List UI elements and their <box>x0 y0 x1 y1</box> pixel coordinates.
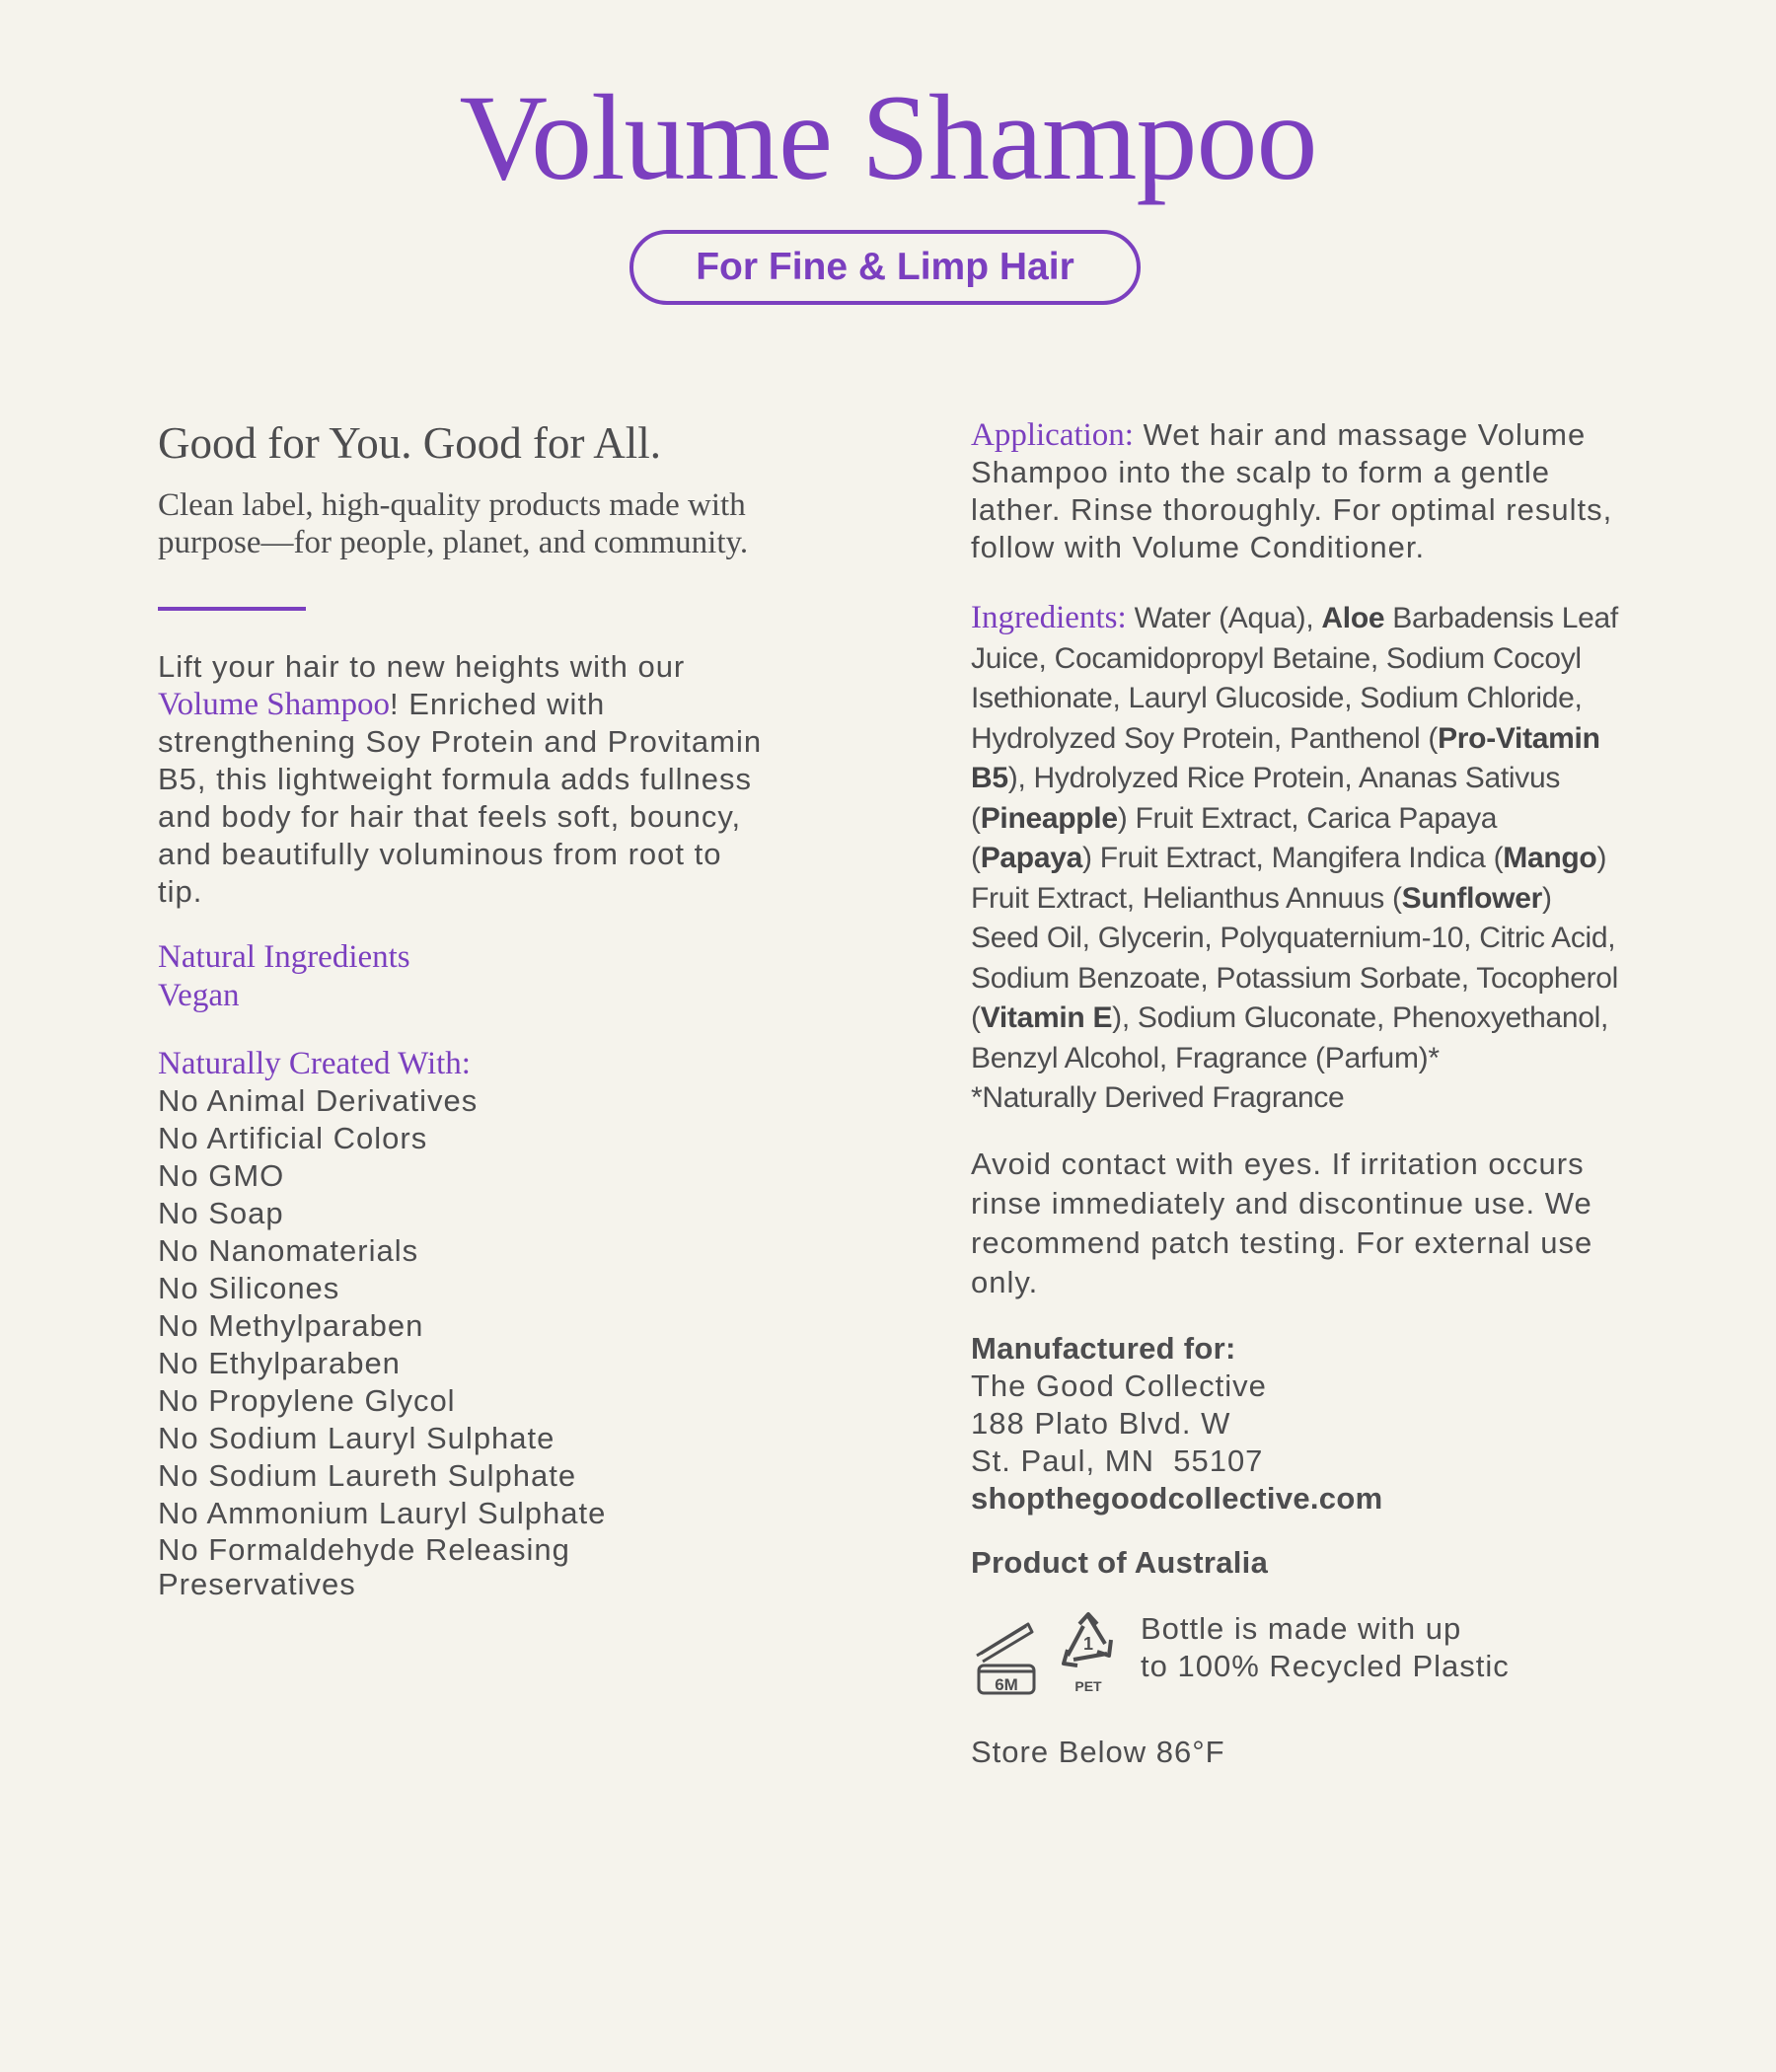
free-from-list <box>158 1082 770 1601</box>
manufacturer-street: 188 Plato Blvd. W <box>971 1405 1231 1441</box>
list-item: No Soap <box>158 1195 284 1230</box>
list-item: No Sodium Lauryl Sulphate <box>158 1420 555 1455</box>
ingredients-list <box>971 598 1622 1119</box>
ingredient-highlight: Sunflower <box>1401 881 1542 915</box>
recycling-row <box>971 1610 1622 1697</box>
manufacturer-company: The Good Collective <box>971 1368 1267 1403</box>
recycled-plastic-line-1: Bottle is made with up <box>1141 1610 1462 1646</box>
ingredient-highlight: Mango <box>1503 842 1597 874</box>
storage-instructions: Store Below 86°F <box>971 1734 1225 1769</box>
section-divider <box>158 607 306 611</box>
ingredient-highlight: Papaya <box>980 842 1082 874</box>
list-item: No GMO <box>158 1157 285 1193</box>
list-item: No Methylparaben <box>158 1307 424 1343</box>
resin-code: 1 <box>1082 1633 1094 1654</box>
application-text: Wet hair and massage Volume Shampoo into the scalp to form a gentle lather. Rinse thoroughly. For optimal results, follow with Volume Conditioner. <box>971 417 1613 564</box>
right-column <box>971 416 1622 1770</box>
list-item: No Formaldehyde Releasing Preservatives <box>158 1531 570 1601</box>
ingredient-highlight: Vitamin E <box>980 1001 1113 1034</box>
list-item: No Nanomaterials <box>158 1232 419 1268</box>
ingredients-text: ) Seed Oil, Glycerin, Polyquaternium-10, Citric Acid, Sodium Benzoate, Potassium Sorbate, Tocopherol ( <box>971 881 1619 1034</box>
list-item: No Ethylparaben <box>158 1345 401 1380</box>
period-after-opening-icon <box>971 1610 1042 1697</box>
claims-list <box>158 938 770 1015</box>
application-instructions <box>971 416 1622 566</box>
ingredients-text: Water (Aqua), <box>1134 602 1322 634</box>
ingredients-text: ) Fruit Extract, Mangifera Indica ( <box>1081 842 1504 874</box>
manufacturer-website: shopthegoodcollective.com <box>971 1480 1383 1516</box>
list-item: No Artificial Colors <box>158 1120 428 1155</box>
pet-recycling-icon <box>1054 1610 1123 1697</box>
hair-type-label: For Fine & Limp Hair <box>696 246 1074 288</box>
application-label: Application: <box>971 417 1134 453</box>
recycled-plastic-line-2: to 100% Recycled Plastic <box>1141 1648 1510 1683</box>
ingredients-text: ), Hydrolyzed Rice Protein, Ananas Sativus ( <box>971 762 1561 835</box>
ingredients-label: Ingredients: <box>971 600 1127 635</box>
ingredients-text: Barbadensis Leaf Juice, Cocamidopropyl Betaine, Sodium Cocoyl Isethionate, Lauryl Glucoside, Sodium Chloride, Hydrolyzed Soy Protein, Panthenol ( <box>971 602 1618 755</box>
tagline-heading: Good for You. Good for All. <box>158 418 662 468</box>
naturally-created-heading: Naturally Created With: <box>158 1045 471 1081</box>
pao-label: 6M <box>995 1674 1018 1694</box>
manufacturer-city: St. Paul, MN 55107 <box>971 1443 1264 1478</box>
caution-text: Avoid contact with eyes. If irritation occurs rinse immediately and discontinue use. We recommend patch testing. For external use only. <box>971 1146 1593 1299</box>
list-item: No Animal Derivatives <box>158 1082 479 1118</box>
fragrance-footnote: *Naturally Derived Fragrance <box>971 1081 1345 1114</box>
ingredients-text: ) Fruit Extract, Carica Papaya ( <box>971 801 1498 874</box>
claim-natural-ingredients: Natural Ingredients <box>158 938 410 975</box>
list-item: No Ammonium Lauryl Sulphate <box>158 1495 607 1530</box>
manufacturer-block <box>971 1330 1622 1517</box>
ingredient-highlight: Pineapple <box>980 801 1118 835</box>
description-lead: Lift your hair to new heights with our <box>158 648 686 684</box>
manufacturer-label: Manufactured for: <box>971 1330 1236 1366</box>
product-description <box>158 648 770 911</box>
left-column <box>158 414 770 1601</box>
hair-type-badge <box>629 230 1141 305</box>
list-item: No Sodium Laureth Sulphate <box>158 1457 577 1493</box>
recycled-plastic-note <box>1141 1610 1510 1685</box>
country-of-origin: Product of Australia <box>971 1544 1269 1580</box>
ingredients-text: ) Fruit Extract, Helianthus Annuus ( <box>971 842 1607 915</box>
tagline-body: Clean label, high-quality products made with purpose—for people, planet, and community. <box>158 486 749 560</box>
description-product-name: Volume Shampoo <box>158 686 390 722</box>
resin-label: PET <box>1074 1677 1102 1694</box>
list-item: No Propylene Glycol <box>158 1382 456 1418</box>
ingredients-text: ), Sodium Gluconate, Phenoxyethanol, Benzyl Alcohol, Fragrance (Parfum)* <box>971 1001 1609 1074</box>
claim-vegan: Vegan <box>158 977 240 1013</box>
product-title: Volume Shampoo <box>459 70 1317 205</box>
description-rest: ! Enriched with strengthening Soy Protein and Provitamin B5, this lightweight formula adds fullness and body for hair that feels soft, bouncy, and beautifully voluminous from root to tip. <box>158 686 763 909</box>
list-item: No Silicones <box>158 1270 340 1305</box>
ingredient-highlight: Pro-Vitamin B5 <box>971 721 1600 794</box>
ingredient-highlight: Aloe <box>1321 602 1385 634</box>
